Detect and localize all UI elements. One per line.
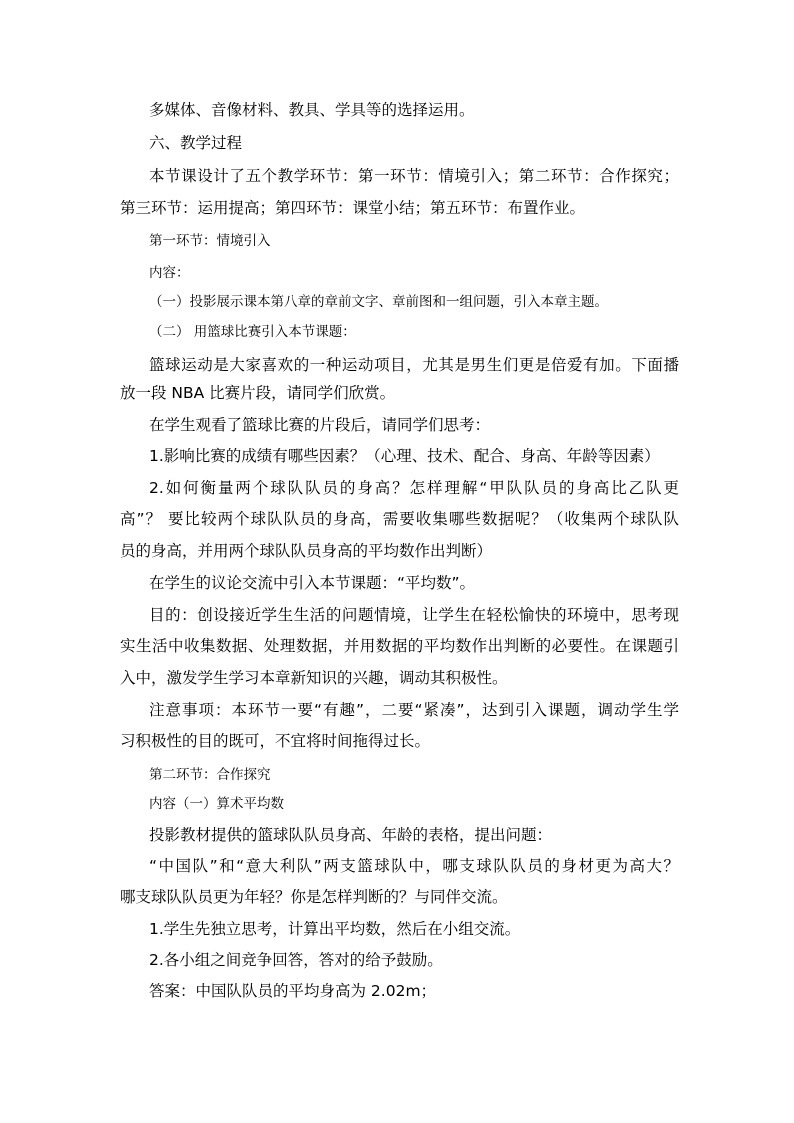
text-line: 在学生观看了篮球比赛的片段后，请同学们思考：	[149, 416, 491, 434]
text-line: 2.各小组之间竞争回答，答对的给予鼓励。	[149, 951, 443, 969]
text-line: “中国队”和“意大利队”两支篮球队中，哪支球队队员的身材更为高大？	[149, 857, 679, 875]
text-line: 篮球运动是大家喜欢的一种运动项目，尤其是男生们更是倍爱有加。下面播	[149, 356, 679, 374]
subsection-heading: 第一环节：情境引入	[149, 233, 271, 249]
text-line: 放一段 NBA 比赛片段，请同学们欣赏。	[120, 384, 396, 402]
text-line: （一）投影展示课本第八章的章前文字、章前图和一组问题，引入本章主题。	[149, 294, 608, 310]
text-line: 实生活中收集数据、处理数据，并用数据的平均数作出判断的必要性。在课题引	[120, 637, 679, 655]
text-line: 多媒体、音像材料、教具、学具等的选择运用。	[149, 101, 475, 119]
text-line: 内容：	[149, 265, 190, 281]
text-line: 目的：创设接近学生生活的问题情境，让学生在轻松愉快的环境中，思考现	[149, 606, 679, 624]
text-line: 习积极性的目的既可，不宜将时间拖得过长。	[120, 732, 431, 750]
text-line: 注意事项：本环节一要“有趣”，二要“紧凑”，达到引入课题，调动学生学	[149, 701, 679, 719]
text-line: 第三环节：运用提高；第四环节：课堂小结；第五环节：布置作业。	[120, 199, 586, 217]
text-line: 内容（一）算术平均数	[149, 796, 284, 812]
section-heading: 六、教学过程	[149, 134, 243, 152]
text-line: 员的身高，并用两个球队队员身高的平均数作出判断）	[120, 542, 493, 560]
subsection-heading: 第二环节：合作探究	[149, 767, 271, 783]
text-line: 在学生的议论交流中引入本节课题：“平均数”。	[149, 574, 476, 592]
text-line: 哪支球队队员更为年轻？你是怎样判断的？与同伴交流。	[120, 888, 508, 906]
text-line: 高”？ 要比较两个球队队员的身高，需要收集哪些数据呢？（收集两个球队队	[120, 510, 679, 528]
text-line: 入中，激发学生学习本章新知识的兴趣，调动其积极性。	[120, 669, 508, 687]
text-line: 本节课设计了五个教学环节：第一环节：情境引入；第二环节：合作探究；	[149, 167, 679, 185]
text-line: 1.学生先独立思考，计算出平均数，然后在小组交流。	[149, 920, 521, 938]
text-line: （二） 用篮球比赛引入本节课题：	[149, 324, 356, 340]
text-line: 答案：中国队队员的平均身高为 2.02m；	[149, 982, 437, 1000]
text-line: 1.影响比赛的成绩有哪些因素？（心理、技术、配合、身高、年龄等因素）	[149, 447, 660, 465]
text-line: 投影教材提供的篮球队队员身高、年龄的表格，提出问题：	[149, 826, 553, 844]
text-line: 2.如何衡量两个球队队员的身高？怎样理解“甲队队员的身高比乙队更	[149, 479, 679, 497]
